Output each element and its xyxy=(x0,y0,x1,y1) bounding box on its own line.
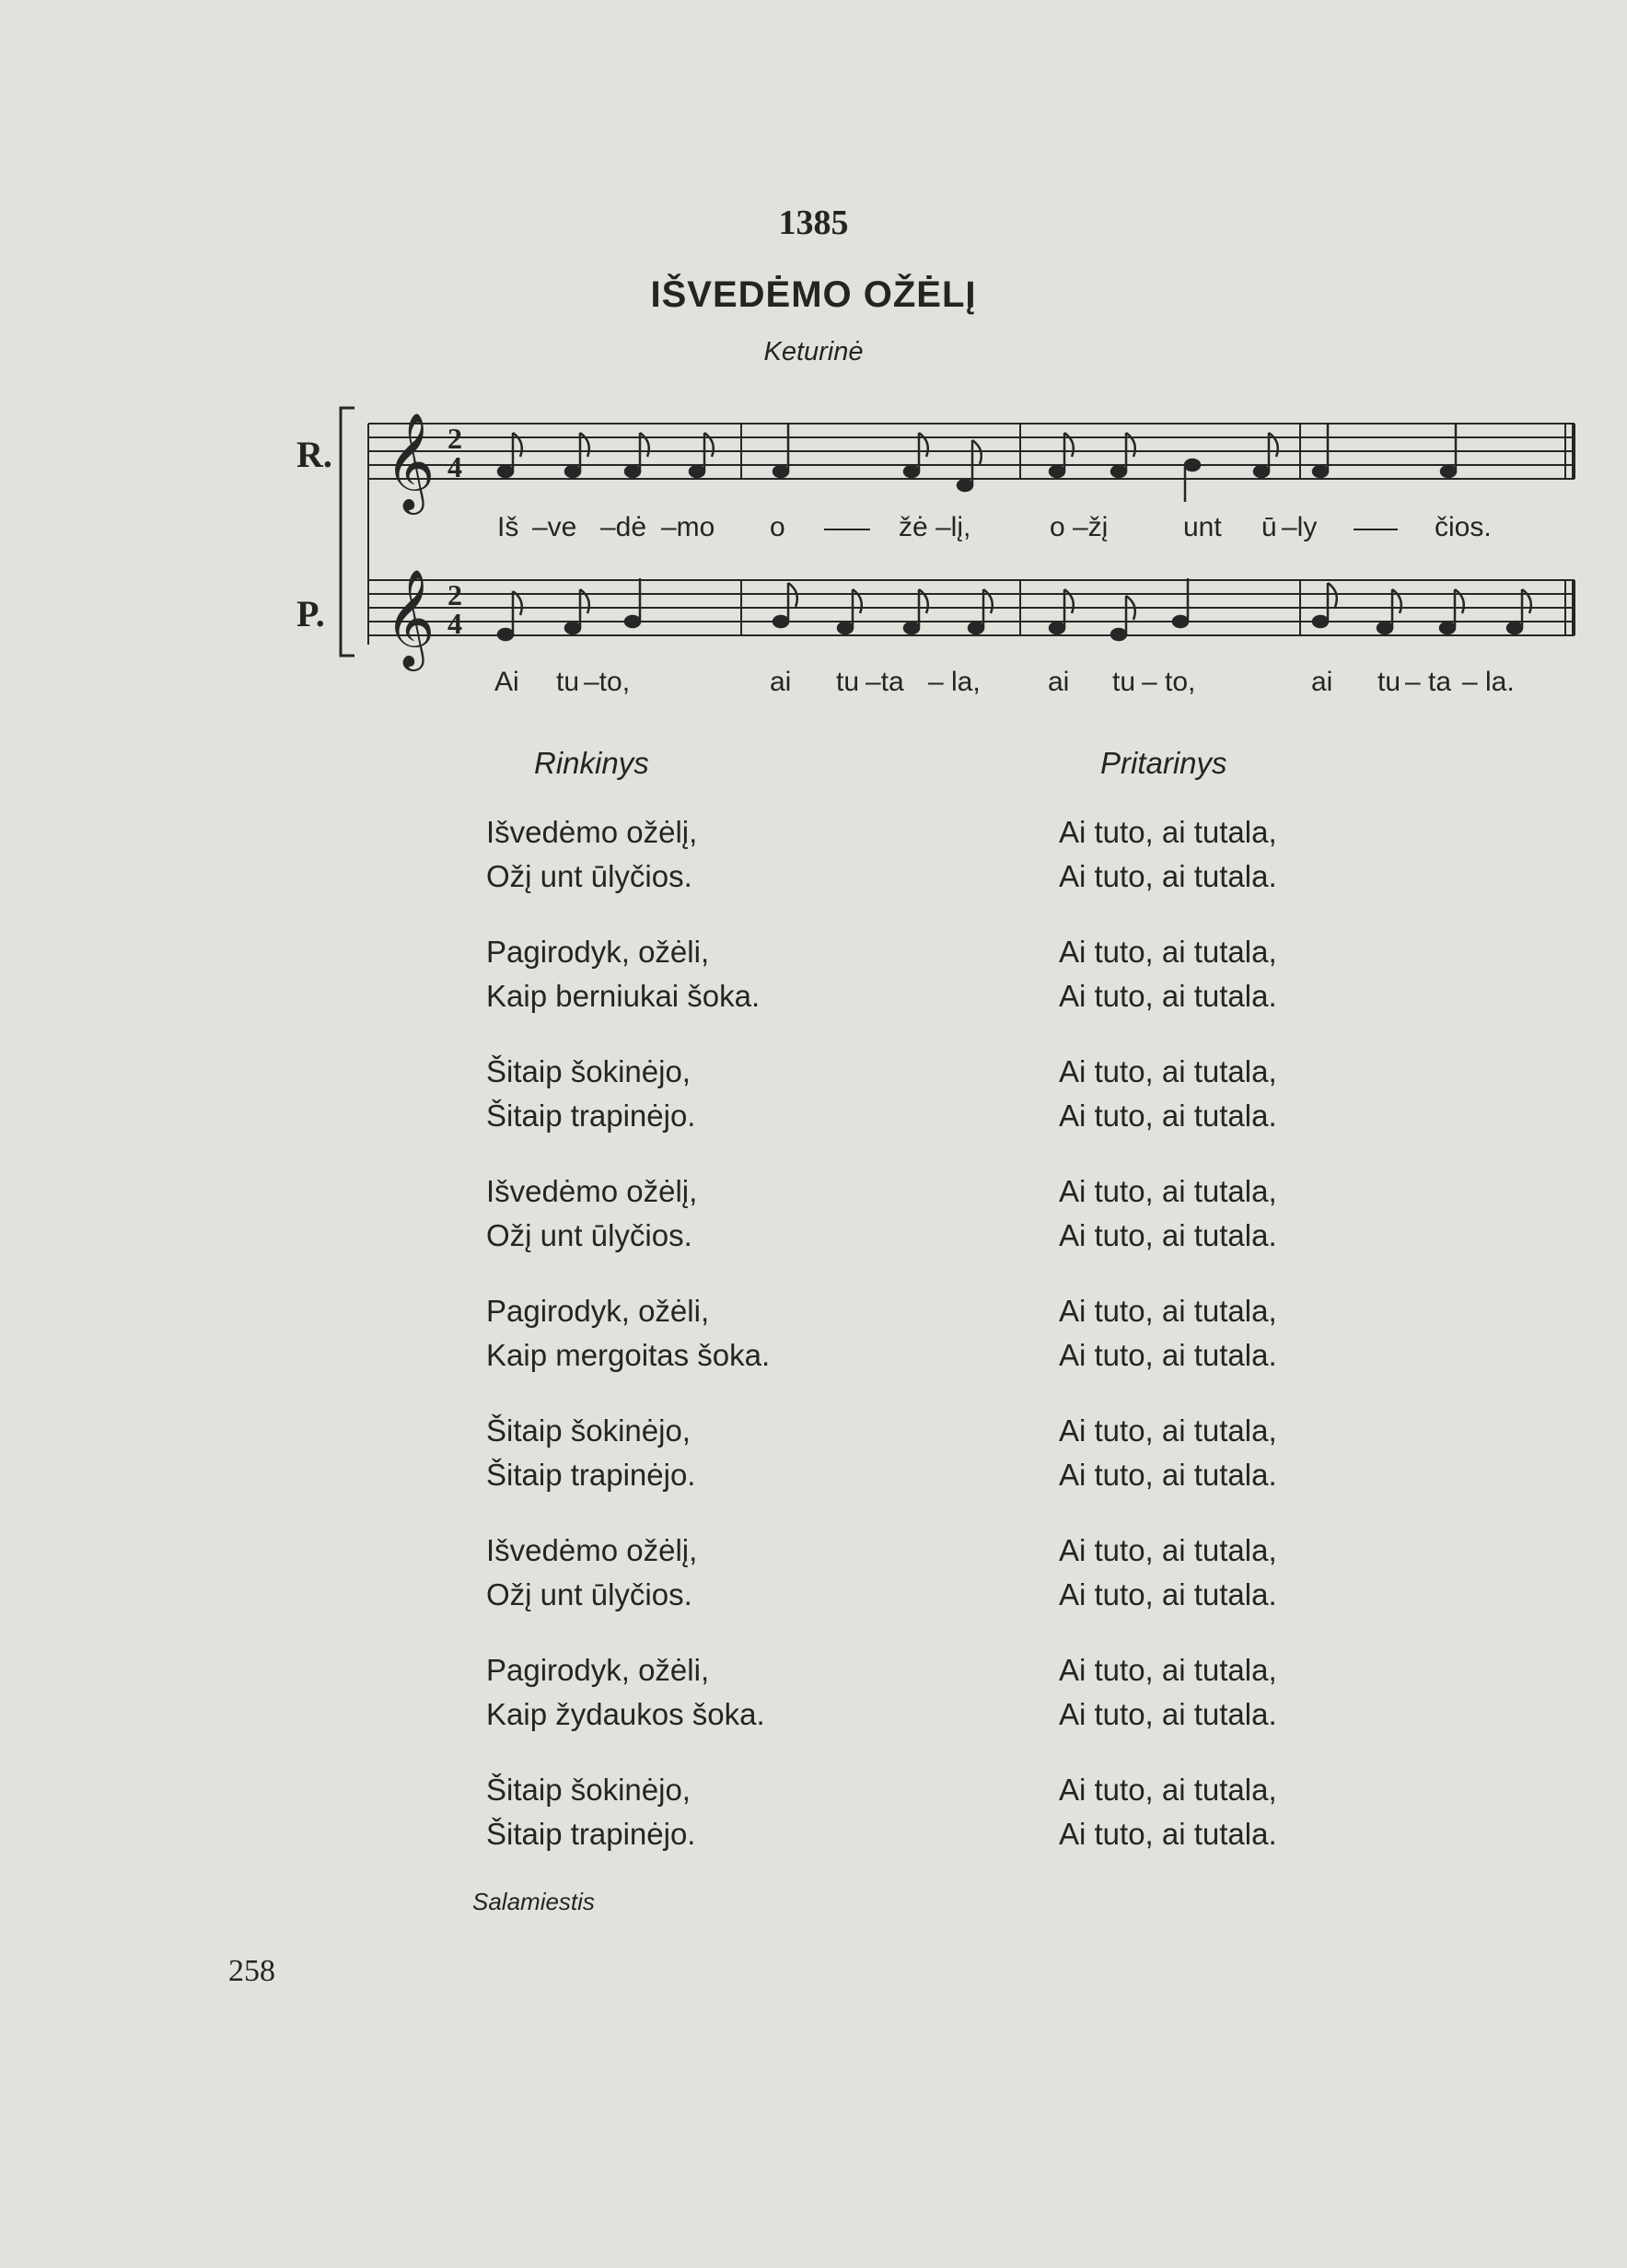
note xyxy=(838,589,862,634)
lyric-r: o xyxy=(1050,512,1065,542)
stanza-right xyxy=(1059,1289,1277,1378)
voice-label-p: P. xyxy=(296,593,325,634)
verse-line: Kaip mergoitas šoka. xyxy=(486,1338,771,1372)
lyric-r: –ve xyxy=(532,512,577,542)
note xyxy=(565,589,589,634)
verse-line: Šitaip trapinėjo. xyxy=(486,1099,696,1133)
stanza-left xyxy=(486,1169,697,1258)
verse-line: Ožį unt ūlyčios. xyxy=(486,1577,692,1611)
lyric-r: –mo xyxy=(661,512,715,542)
lyric-p: – la, xyxy=(928,667,981,697)
lyric-r: –ly xyxy=(1282,512,1318,542)
lyric-p: Ai xyxy=(494,667,519,697)
note xyxy=(625,578,640,627)
system-bracket xyxy=(341,408,354,656)
treble-clef-r: 𝄞 xyxy=(385,412,436,510)
refrain-line: Ai tuto, ai tutala, xyxy=(1059,935,1277,969)
lyric-r: –žį xyxy=(1073,512,1109,542)
verse-line: Pagirodyk, ožėli, xyxy=(486,935,710,969)
verse-line: Šitaip šokinėjo, xyxy=(486,1054,691,1088)
stanza-right xyxy=(1059,1648,1277,1737)
stanza-left xyxy=(486,1409,695,1497)
lyric-p: – to, xyxy=(1142,667,1196,697)
verse-line: Šitaip trapinėjo. xyxy=(486,1458,696,1492)
refrain-line: Ai tuto, ai tutala, xyxy=(1059,1653,1277,1687)
note xyxy=(1111,433,1135,477)
stanza-right xyxy=(1059,1529,1277,1617)
lyric-r: žė xyxy=(899,512,928,542)
stanza-left xyxy=(486,1768,695,1856)
refrain-line: Ai tuto, ai tutala. xyxy=(1059,1099,1277,1133)
right-column-heading: Pritarinys xyxy=(1100,746,1227,780)
stanza-right xyxy=(1059,1409,1277,1497)
note xyxy=(1173,578,1188,627)
time-sig-den-r: 4 xyxy=(447,450,462,483)
stanza-right xyxy=(1059,1050,1277,1138)
note xyxy=(904,589,928,634)
lyric-r: o xyxy=(770,512,785,542)
note xyxy=(1313,583,1337,627)
refrain-line: Ai tuto, ai tutala, xyxy=(1059,1773,1277,1807)
refrain-line: Ai tuto, ai tutala. xyxy=(1059,1697,1277,1731)
stanza-right xyxy=(1059,1169,1277,1258)
note xyxy=(1377,589,1401,634)
refrain-line: Ai tuto, ai tutala, xyxy=(1059,1174,1277,1208)
collection-place: Salamiestis xyxy=(472,1888,595,1915)
stanza-left xyxy=(486,1050,695,1138)
lyric-r: čios. xyxy=(1435,512,1492,542)
song-subtitle: Keturinė xyxy=(763,337,864,366)
lyric-p: tu xyxy=(1377,667,1401,697)
refrain-line: Ai tuto, ai tutala. xyxy=(1059,1338,1277,1372)
time-sig-num-r: 2 xyxy=(447,422,462,455)
refrain-line: Ai tuto, ai tutala. xyxy=(1059,979,1277,1013)
note xyxy=(498,433,522,477)
refrain-line: Ai tuto, ai tutala. xyxy=(1059,1218,1277,1252)
note xyxy=(1185,459,1200,502)
page-number: 258 xyxy=(228,1954,275,1988)
note xyxy=(498,591,522,640)
note xyxy=(904,433,928,477)
verse-line: Išvedėmo ožėlį, xyxy=(486,1533,698,1567)
lyric-r: –dė xyxy=(600,512,647,542)
refrain-line: Ai tuto, ai tutala, xyxy=(1059,815,1277,849)
note xyxy=(565,433,589,477)
note xyxy=(1111,596,1135,640)
lyric-r: unt xyxy=(1183,512,1222,542)
verse-line: Ožį unt ūlyčios. xyxy=(486,859,692,893)
note xyxy=(773,583,797,627)
stanza-right xyxy=(1059,930,1277,1018)
song-number: 1385 xyxy=(778,204,849,242)
stanza-left xyxy=(486,930,760,1018)
voice-label-r: R. xyxy=(296,434,332,475)
lyric-p: – ta xyxy=(1405,667,1452,697)
note xyxy=(969,589,993,634)
lyric-p: –ta xyxy=(866,667,904,697)
refrain-line: Ai tuto, ai tutala, xyxy=(1059,1054,1277,1088)
lyric-p: tu xyxy=(556,667,580,697)
refrain-line: Ai tuto, ai tutala. xyxy=(1059,1817,1277,1851)
refrain-line: Ai tuto, ai tutala, xyxy=(1059,1413,1277,1448)
note xyxy=(690,433,714,477)
stanza-left xyxy=(486,1529,697,1617)
verse-line: Išvedėmo ožėlį, xyxy=(486,815,698,849)
lyric-r: Iš xyxy=(497,512,519,542)
time-sig-num-p: 2 xyxy=(447,578,462,611)
refrain-line: Ai tuto, ai tutala. xyxy=(1059,1458,1277,1492)
lyric-r: –lį, xyxy=(936,512,971,542)
verse-line: Kaip berniukai šoka. xyxy=(486,979,761,1013)
stanza-left xyxy=(486,1289,770,1378)
music-score xyxy=(0,0,1627,737)
refrain-line: Ai tuto, ai tutala, xyxy=(1059,1533,1277,1567)
lyric-p: ai xyxy=(1048,667,1070,697)
verse-line: Pagirodyk, ožėli, xyxy=(486,1294,710,1328)
refrain-line: Ai tuto, ai tutala, xyxy=(1059,1294,1277,1328)
lyric-p: ai xyxy=(770,667,792,697)
lyric-p: tu xyxy=(1112,667,1136,697)
refrain-line: Ai tuto, ai tutala. xyxy=(1059,1577,1277,1611)
note xyxy=(1507,589,1531,634)
time-sig-den-p: 4 xyxy=(447,607,462,640)
lyric-p: ai xyxy=(1311,667,1333,697)
note xyxy=(1050,589,1074,634)
note xyxy=(1254,433,1278,477)
verse-line: Pagirodyk, ožėli, xyxy=(486,1653,710,1687)
refrain-line: Ai tuto, ai tutala. xyxy=(1059,859,1277,893)
treble-clef-p: 𝄞 xyxy=(385,568,436,667)
stanza-left xyxy=(486,810,697,899)
lyric-p: tu xyxy=(836,667,860,697)
stanza-right xyxy=(1059,810,1277,899)
stanza-left xyxy=(486,1648,765,1737)
song-title: IŠVEDĖMO OŽĖLĮ xyxy=(650,274,977,315)
verse-line: Kaip žydaukos šoka. xyxy=(486,1697,765,1731)
verse-line: Išvedėmo ožėlį, xyxy=(486,1174,698,1208)
lyric-r: ū xyxy=(1261,512,1277,542)
verse-line: Šitaip šokinėjo, xyxy=(486,1773,691,1807)
verse-line: Šitaip šokinėjo, xyxy=(486,1413,691,1448)
note xyxy=(625,433,649,477)
verse-line: Ožį unt ūlyčios. xyxy=(486,1218,692,1252)
note xyxy=(1440,589,1464,634)
lyric-p: – la. xyxy=(1462,667,1515,697)
verse-line: Šitaip trapinėjo. xyxy=(486,1817,696,1851)
left-column-heading: Rinkinys xyxy=(534,746,649,780)
note xyxy=(1050,433,1074,477)
stanza-right xyxy=(1059,1768,1277,1856)
lyric-p: –to, xyxy=(584,667,631,697)
